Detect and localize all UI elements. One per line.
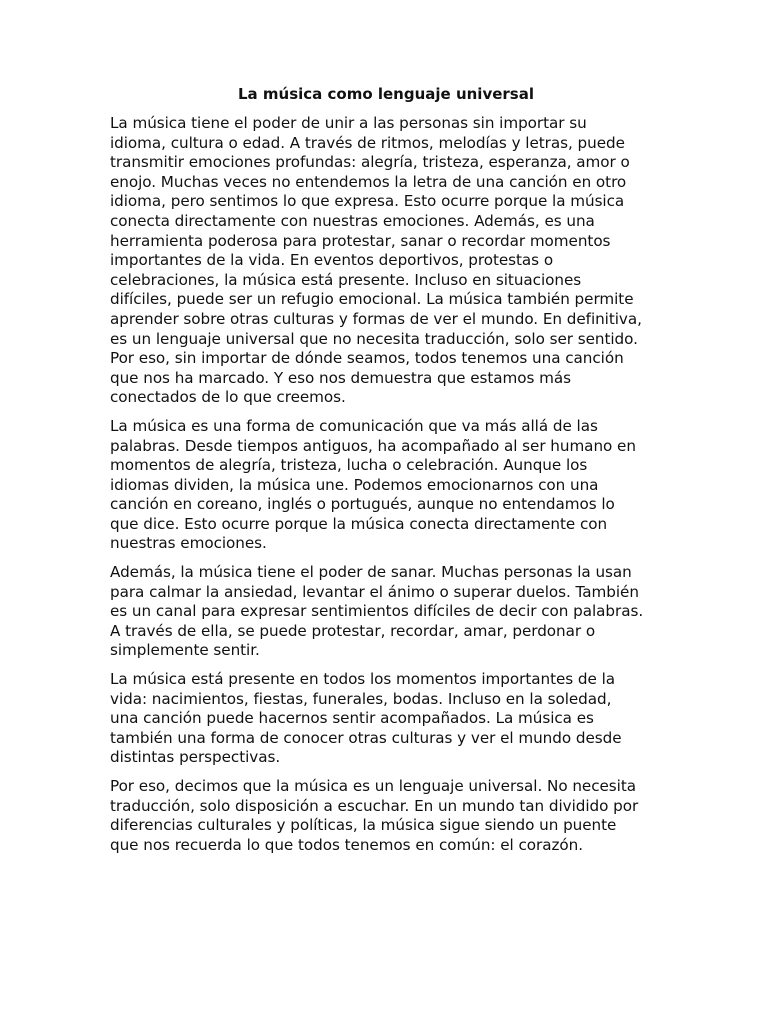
paragraph-1 bbox=[110, 114, 662, 408]
text-line: que dice. Esto ocurre porque la música conecta directamente con bbox=[110, 514, 608, 533]
text-line: que nos recuerda lo que todos tenemos en común: el corazón. bbox=[110, 835, 583, 854]
text-line: diferencias culturales y políticas, la música sigue siendo un puente bbox=[110, 816, 617, 835]
text-line: A través de ella, se puede protestar, recordar, amar, perdonar o bbox=[110, 621, 596, 640]
text-line: una canción puede hacernos sentir acompañados. La música es bbox=[110, 709, 594, 728]
document-title: La música como lenguaje universal bbox=[238, 85, 534, 103]
text-line: canción en coreano, inglés o portugués, aunque no entendamos lo bbox=[110, 495, 615, 514]
text-line: vida: nacimientos, fiestas, funerales, bodas. Incluso en la soledad, bbox=[110, 689, 612, 708]
text-line: es un lenguaje universal que no necesita traducción, solo ser sentido. bbox=[110, 329, 638, 348]
paragraph-5 bbox=[110, 777, 662, 855]
text-line: transmitir emociones profundas: alegría, tristeza, esperanza, amor o bbox=[110, 153, 630, 172]
text-line: conectados de lo que creemos. bbox=[110, 388, 346, 407]
text-line: Por eso, sin importar de dónde seamos, todos tenemos una canción bbox=[110, 349, 624, 368]
text-line: traducción, solo disposición a escuchar. En un mundo tan dividido por bbox=[110, 796, 639, 815]
text-line: idioma, pero sentimos lo que expresa. Esto ocurre porque la música bbox=[110, 192, 625, 211]
text-line: La música tiene el poder de unir a las personas sin importar su bbox=[110, 114, 587, 132]
text-line: herramienta poderosa para protestar, sanar o recordar momentos bbox=[110, 231, 611, 250]
text-line: aprender sobre otras culturas y formas de ver el mundo. En definitiva, bbox=[110, 309, 642, 328]
text-line: celebraciones, la música está presente. Incluso en situaciones bbox=[110, 270, 582, 289]
document-body bbox=[110, 84, 662, 864]
text-line: para calmar la ansiedad, levantar el ánimo o superar duelos. También bbox=[110, 582, 639, 601]
text-line: también una forma de conocer otras culturas y ver el mundo desde bbox=[110, 728, 622, 747]
text-line: distintas perspectivas. bbox=[110, 748, 281, 767]
paragraph-3 bbox=[110, 563, 662, 661]
text-line: que nos ha marcado. Y eso nos demuestra que estamos más bbox=[110, 368, 572, 387]
text-line: La música es una forma de comunicación que va más allá de las bbox=[110, 416, 598, 435]
paragraph-2 bbox=[110, 417, 662, 554]
text-line: palabras. Desde tiempos antiguos, ha acompañado al ser humano en bbox=[110, 436, 636, 455]
text-line: Por eso, decimos que la música es un lenguaje universal. No necesita bbox=[110, 777, 636, 795]
text-line: idiomas dividen, la música une. Podemos emocionarnos con una bbox=[110, 475, 599, 494]
text-line: difíciles, puede ser un refugio emocional. La música también permite bbox=[110, 290, 634, 309]
text-line: idioma, cultura o edad. A través de ritmos, melodías y letras, puede bbox=[110, 133, 625, 152]
text-line: Además, la música tiene el poder de sanar. Muchas personas la usan bbox=[110, 563, 632, 582]
text-line: simplemente sentir. bbox=[110, 641, 260, 660]
text-line: momentos de alegría, tristeza, lucha o celebración. Aunque los bbox=[110, 456, 588, 475]
text-line: enojo. Muchas veces no entendemos la letra de una canción en otro bbox=[110, 172, 627, 191]
text-line: importantes de la vida. En eventos deportivos, protestas o bbox=[110, 251, 554, 270]
text-line: conecta directamente con nuestras emociones. Además, es una bbox=[110, 211, 595, 230]
paragraph-4 bbox=[110, 670, 662, 768]
text-line: nuestras emociones. bbox=[110, 534, 267, 553]
text-line: es un canal para expresar sentimientos difíciles de decir con palabras. bbox=[110, 602, 644, 621]
text-line: La música está presente en todos los momentos importantes de la bbox=[110, 670, 615, 689]
